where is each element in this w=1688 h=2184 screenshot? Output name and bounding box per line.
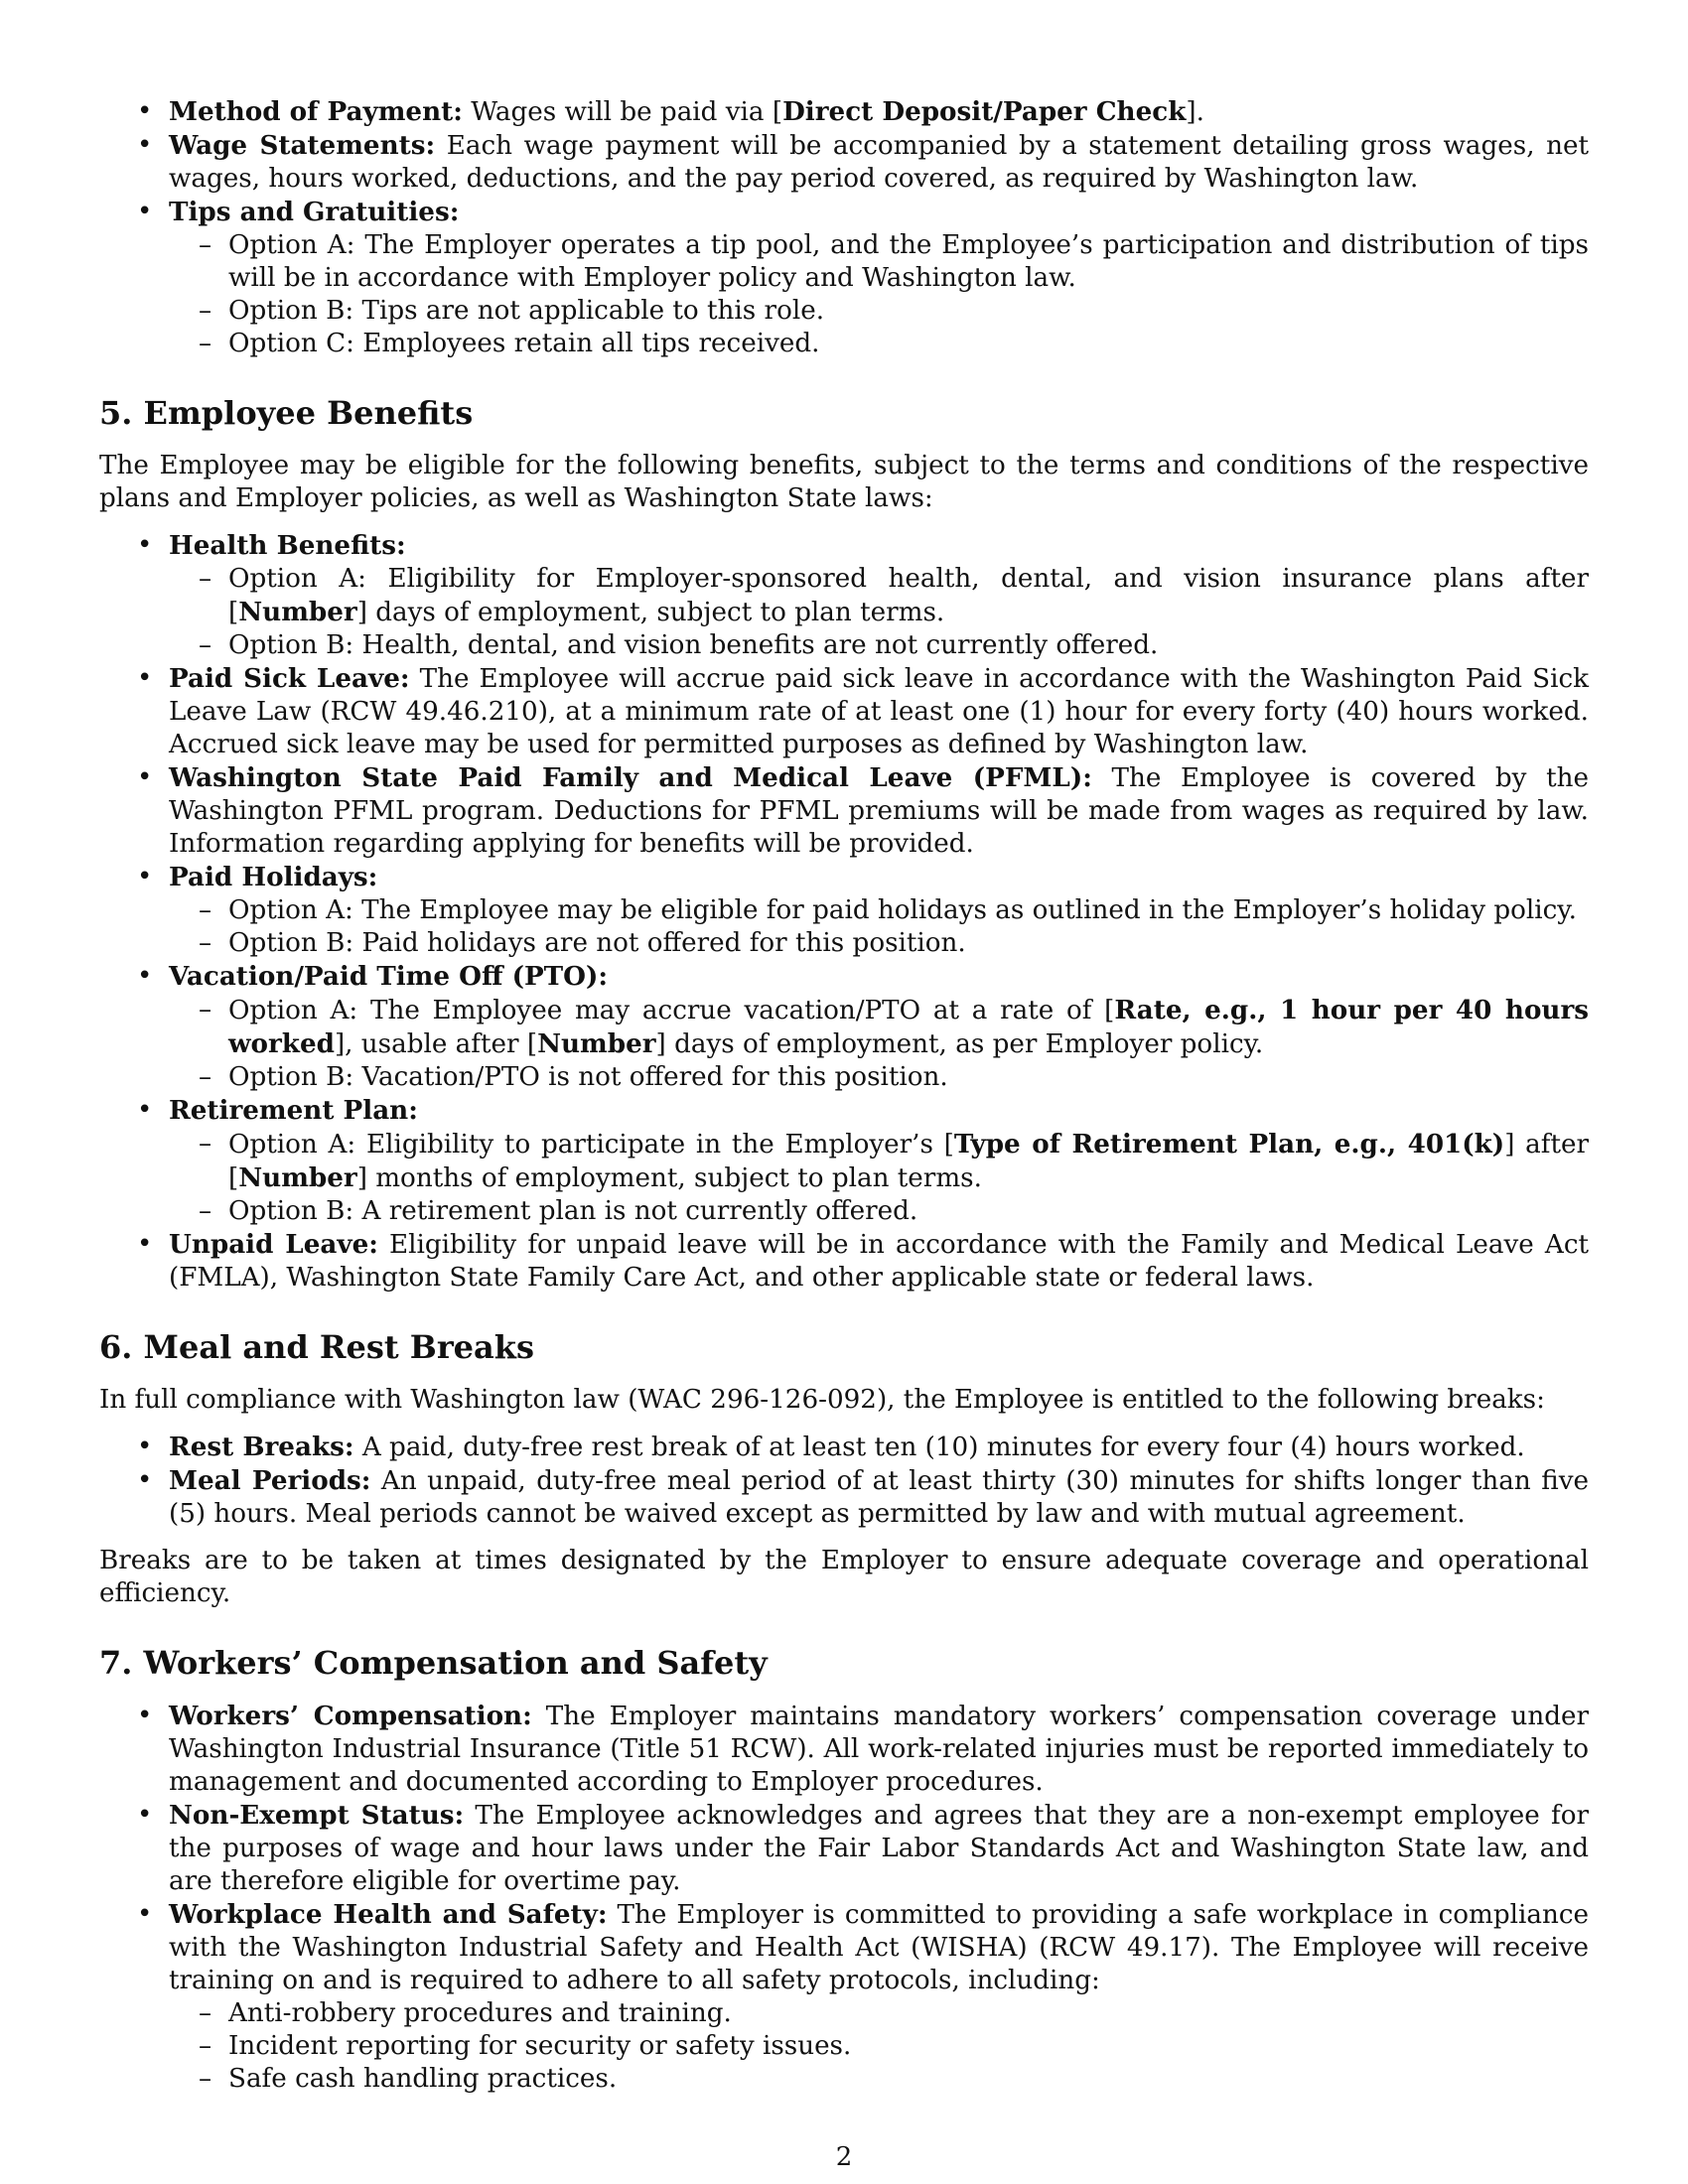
health-a-text: Option A: Eligibility for Employer-sponsored health, dental, and vision insurance plans after [ [228, 564, 1589, 627]
non-exempt-label: Non-Exempt Status: [169, 1800, 465, 1831]
unpaid-leave-label: Unpaid Leave: [169, 1229, 378, 1260]
ret-a-text-mid: ] after [ [228, 1130, 1590, 1193]
list-item [99, 1128, 1589, 1195]
breaks-outro: Breaks are to be taken at times designated by the Employer to ensure adequate coverage and operational efficiency. [99, 1546, 1589, 1608]
ret-type-placeholder: Type of Retirement Plan, e.g., 401(k) [953, 1129, 1505, 1160]
benefits-intro: The Employee may be eligible for the following benefits, subject to the terms and conditions of the respective plans and Employer policies, as well as Washington State laws: [99, 451, 1589, 513]
list-item [99, 960, 1589, 1094]
page-number: 2 [835, 2142, 853, 2172]
list-item: – Option B: A retirement plan is not currently offered. [99, 1195, 1589, 1228]
list-item [99, 1799, 1589, 1898]
section-heading-benefits: 5. Employee Benefits [99, 394, 474, 432]
retirement-options [99, 1128, 1589, 1228]
paid-sick-leave-label: Paid Sick Leave: [169, 663, 410, 694]
list-item: – Option B: Paid holidays are not offered for this position. [99, 927, 1589, 960]
pto-rate-placeholder: Rate, e.g., 1 hour per 40 hours worked [228, 995, 1589, 1059]
list-item: – Anti-robbery procedures and training. [99, 1997, 1589, 2030]
section-heading-safety: 7. Workers’ Compensation and Safety [99, 1644, 768, 1682]
list-item [99, 662, 1589, 761]
list-item [99, 1464, 1589, 1531]
paid-holidays-label: Paid Holidays: [169, 862, 378, 892]
safety-list [99, 1700, 1589, 2096]
list-item [99, 1700, 1589, 1799]
non-exempt-text: The Employee acknowledges and agrees that they are a non-exempt employee for the purposes of wage and hour laws under the Fair Labor Standards Act and Washington State law, and are therefore eligible for overtime pay. [169, 1801, 1589, 1896]
list-item [99, 761, 1589, 861]
pto-a-text-end: ] days of employment, as per Employer policy. [655, 1029, 1264, 1059]
list-item [99, 563, 1589, 629]
list-item [99, 196, 1589, 360]
list-item: – Option C: Employees retain all tips received. [99, 328, 1589, 360]
list-item: – Option B: Health, dental, and vision benefits are not currently offered. [99, 629, 1589, 662]
ret-number-placeholder: Number [238, 1162, 357, 1193]
list-item [99, 529, 1589, 662]
unpaid-leave-text: Eligibility for unpaid leave will be in accordance with the Family and Medical Leave Act (FMLA), Washington State Family Care Act, and other applicable state or federal laws. [169, 1230, 1590, 1293]
tips-label: Tips and Gratuities: [169, 197, 460, 227]
workplace-safety-text: The Employer is committed to providing a safe workplace in compliance with the Washington Industrial Safety and Health Act (WISHA) (RCW 49.17). The Employee will receive training on and is required to adhere to all safety protocols, including: [169, 1900, 1589, 1995]
list-item [99, 1898, 1589, 2096]
method-text: Wages will be paid via [ [462, 97, 783, 127]
wage-statements-text: Each wage payment will be accompanied by a statement detailing gross wages, net wages, hours worked, deductions, and the pay period covered, as required by Washington law. [169, 131, 1590, 194]
document-page [99, 95, 1589, 2110]
workers-comp-label: Workers’ Compensation: [169, 1701, 532, 1731]
pfml-label: Washington State Paid Family and Medical Leave (PFML): [169, 762, 1092, 793]
list-item: – Option A: The Employer operates a tip pool, and the Employee’s participation and distribution of tips will be in accordance with Employer policy and Washington law. [99, 229, 1589, 295]
health-benefits-label: Health Benefits: [169, 530, 406, 561]
pto-a-text: Option A: The Employee may accrue vacation/PTO at a rate of [ [228, 996, 1115, 1025]
list-item [99, 1228, 1589, 1295]
ret-a-text-end: ] months of employment, subject to plan terms. [356, 1163, 982, 1193]
method-of-payment-label: Method of Payment: [169, 96, 463, 127]
breaks-list [99, 1431, 1589, 1531]
method-text-end: ]. [1186, 97, 1204, 127]
list-item: – Option B: Tips are not applicable to this role. [99, 295, 1589, 328]
list-item: – Incident reporting for security or safety issues. [99, 2030, 1589, 2063]
method-placeholder: Direct Deposit/Paper Check [782, 96, 1187, 127]
health-a-placeholder: Number [238, 597, 357, 627]
safety-protocols [99, 1997, 1589, 2096]
pto-options [99, 994, 1589, 1094]
pto-a-text-mid: ], usable after [ [334, 1029, 538, 1059]
pto-number-placeholder: Number [537, 1028, 656, 1059]
retirement-plan-label: Retirement Plan: [169, 1095, 418, 1126]
pfml-text: The Employee is covered by the Washington PFML program. Deductions for PFML premiums will be made from wages as required by law. Information regarding applying for benefits will be provided. [169, 763, 1589, 859]
list-item [99, 1431, 1589, 1464]
meal-periods-label: Meal Periods: [169, 1465, 371, 1496]
section-heading-breaks: 6. Meal and Rest Breaks [99, 1328, 534, 1366]
wage-statements-label: Wage Statements: [169, 130, 436, 161]
list-item [99, 129, 1589, 196]
holidays-options [99, 894, 1589, 960]
health-options [99, 563, 1589, 662]
meal-periods-text: An unpaid, duty-free meal period of at least thirty (30) minutes for shifts longer than five (5) hours. Meal periods cannot be waived except as permitted by law and with mutual agreement. [169, 1466, 1589, 1529]
list-item: – Option A: The Employee may be eligible for paid holidays as outlined in the Employer’s holiday policy. [99, 894, 1589, 927]
list-item [99, 994, 1589, 1061]
payment-list [99, 95, 1589, 360]
list-item: – Safe cash handling practices. [99, 2063, 1589, 2096]
paid-sick-leave-text: The Employee will accrue paid sick leave in accordance with the Washington Paid Sick Leave Law (RCW 49.46.210), at a minimum rate of at least one (1) hour for every forty (40) hours worked. Accrued sick leave may be used for permitted purposes as defined by Washington law. [169, 664, 1589, 759]
rest-breaks-text: A paid, duty-free rest break of at least ten (10) minutes for every four (4) hours worked. [353, 1433, 1525, 1462]
list-item [99, 95, 1589, 129]
pto-label: Vacation/Paid Time Off (PTO): [169, 961, 609, 992]
list-item [99, 861, 1589, 960]
benefits-list [99, 529, 1589, 1295]
list-item: – Option B: Vacation/PTO is not offered for this position. [99, 1061, 1589, 1094]
ret-a-text: Option A: Eligibility to participate in the Employer’s [ [228, 1130, 954, 1160]
rest-breaks-label: Rest Breaks: [169, 1432, 354, 1462]
tips-options [99, 229, 1589, 360]
health-a-text-end: ] days of employment, subject to plan terms. [356, 598, 945, 627]
list-item [99, 1094, 1589, 1228]
workplace-safety-label: Workplace Health and Safety: [169, 1899, 608, 1930]
workers-comp-text: The Employer maintains mandatory workers’ compensation coverage under Washington Industrial Insurance (Title 51 RCW). All work-related injuries must be reported immediately to management and documented according to Employer procedures. [169, 1702, 1590, 1797]
breaks-intro: In full compliance with Washington law (WAC 296-126-092), the Employee is entitled to the following breaks: [99, 1385, 1545, 1415]
